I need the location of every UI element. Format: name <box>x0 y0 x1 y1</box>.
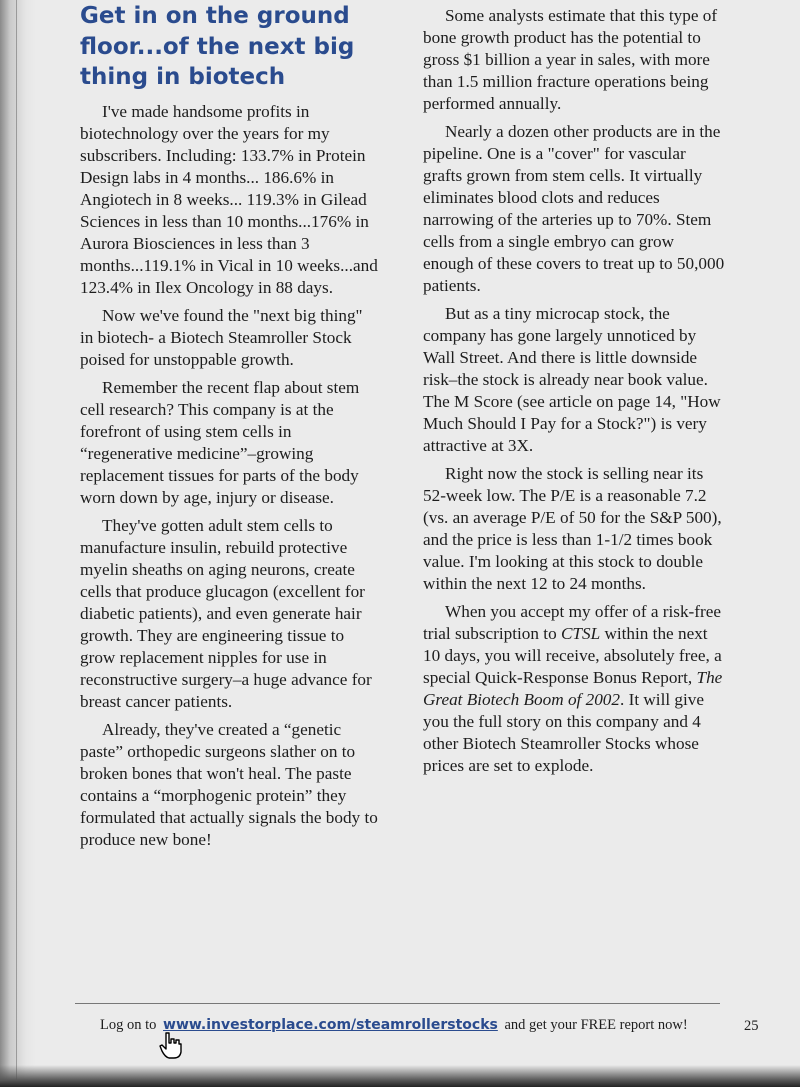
paragraph: They've gotten adult stem cells to manufacture insulin, rebuild protective myelin sheaths on aging neurons, create cells that produce glucagon (excellent for diabetic patients), and even generate hair growth. They are engineering tissue to grow replacement nipples for use in reconstructive surgery–a huge advance for breast cancer patients. <box>80 515 372 711</box>
paragraph: Some analysts estimate that this type of bone growth product has the potential to gross $1 billion a year in sales, with more than 1.5 million fracture operations being performed annually. <box>423 6 718 113</box>
paragraph: But as a tiny microcap stock, the company has gone largely unnoticed by Wall Street. And there is little downside risk–the stock is already near book value. The M Score (see article on page 14, "How Much Should I Pay for a Stock?") is very attractive at 3X. <box>423 304 721 455</box>
offer-text: . It will give you the full story on this company and 4 other Biotech Steamroller Stocks whose prices are set to explode. <box>423 690 705 775</box>
offer-text: When you accept my offer of a risk-free trial subscription to <box>423 602 721 643</box>
report-title: The Great Biotech Boom of 2002 <box>423 668 723 709</box>
paragraph: Remember the recent flap about stem cell research? This company is at the forefront of using stem cells in “regenerative medicine”–growing replacement tissues for parts of the body worn down by age, injury or disease. <box>80 377 360 507</box>
paragraph: Right now the stock is selling near its 52-week low. The P/E is a reasonable 7.2 (vs. an average P/E of 50 for the S&P 500), and the price is less than 1-1/2 times book value. I'm looking at this stock to double within the next 12 to 24 months. <box>423 464 722 593</box>
bottom-page-shadow <box>0 1065 800 1087</box>
footer-url-link[interactable]: www.investorplace.com/steamrollerstocks <box>163 1017 498 1033</box>
left-column <box>80 0 380 857</box>
footer-prefix: Log on to <box>100 1017 157 1033</box>
page-spine-shadow <box>0 0 36 1087</box>
footer-divider <box>75 1003 720 1004</box>
page-number: 25 <box>744 1018 759 1034</box>
spine-rule <box>16 0 17 1087</box>
footer-suffix: and get your FREE report now! <box>504 1017 688 1033</box>
paragraph: Nearly a dozen other products are in the pipeline. One is a "cover" for vascular grafts grown from stem cells. It virtually eliminates blood clots and reduces narrowing of the arteries up to 70%. Stem cells from a single embryo can grow enough of these covers to treat up to 50,000 patients. <box>423 122 725 295</box>
right-column <box>423 0 728 783</box>
offer-text: within the next 10 days, you will receive, absolutely free, a special Quick-Response Bonus Report, <box>423 624 722 687</box>
article-headline: Get in on the ground floor...of the next big thing in biotech <box>80 3 355 90</box>
paragraph: Now we've found the "next big thing" in biotech- a Biotech Steamroller Stock poised for unstoppable growth. <box>80 305 363 369</box>
paragraph: I've made handsome profits in biotechnology over the years for my subscribers. Including: 133.7% in Protein Design labs in 4 months... 186.6% in Angiotech in 8 weeks... 119.3% in Gilead Sciences in less than 10 months...176% in Aurora Biosciences in less than 3 months...119.1% in Vical in 10 weeks...and 123.4% in Ilex Oncology in 88 days. <box>80 101 378 297</box>
ctsl-name: CTSL <box>560 624 601 643</box>
footer <box>100 1017 688 1034</box>
hand-cursor-icon <box>156 1030 186 1060</box>
paragraph: Already, they've created a “genetic paste” orthopedic surgeons slather on to broken bones that won't heal. The paste contains a “morphogenic protein” they formulated that actually signals the body to produce new bone! <box>80 719 378 849</box>
offer-paragraph <box>423 601 728 777</box>
